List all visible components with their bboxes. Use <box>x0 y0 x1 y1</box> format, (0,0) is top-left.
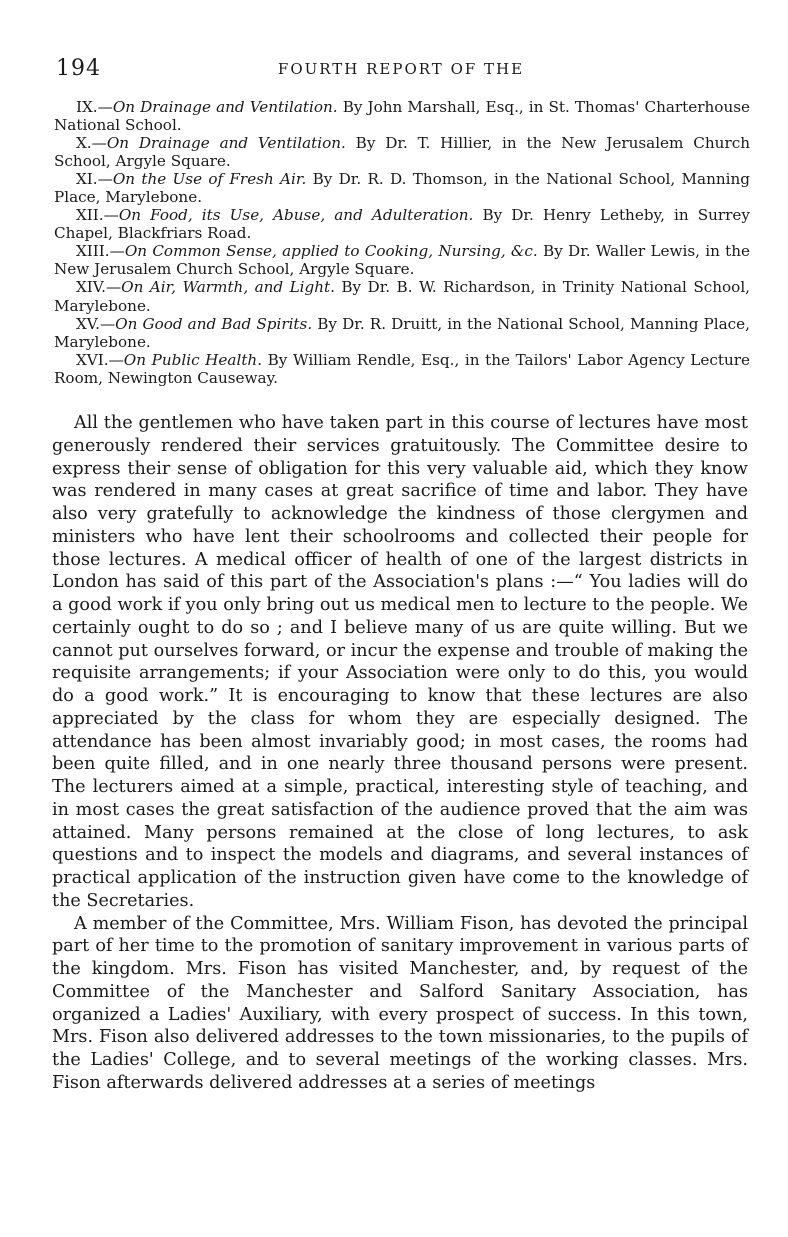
lecture-numeral: IX.— <box>76 98 113 116</box>
lecture-numeral: XIII.— <box>76 242 125 261</box>
lecture-list <box>54 98 750 387</box>
lecture-entry <box>54 206 750 242</box>
lecture-entry <box>54 278 750 314</box>
lecture-title: On Good and Bad Spirits. <box>115 314 313 333</box>
lecture-numeral: XII.— <box>76 206 119 225</box>
lecture-title: On Common Sense, applied to Cooking, Nursing, &c. <box>124 242 538 261</box>
lecture-entry <box>54 351 750 387</box>
paragraph: A member of the Committee, Mrs. William Fison, has devoted the principal part of her time to the promotion of sanitary improvement in various parts of the kingdom. Mrs. Fison has visited Manchester, and, by request of the Committee of the Manchester and Salford Sanitary Association, has organized a Ladies' Auxiliary, with every prospect of success. In this town, Mrs. Fison also delivered addresses to the town missionaries, to the pupils of the Ladies' College, and to several meetings of the working classes. Mrs. Fison afterwards delivered addresses at a series of meetings <box>52 913 748 1093</box>
lecture-entry <box>54 134 750 170</box>
lecture-detail: By Dr. Henry Letheby, in Surrey Chapel, Blackfriars Road. <box>54 206 750 243</box>
lecture-title: On Drainage and Ventilation. <box>106 134 346 153</box>
lecture-title: On Food, its Use, Abuse, and Adulteration. <box>118 206 474 225</box>
lecture-detail: By Dr. Waller Lewis, in the New Jerusalem Church School, Argyle Square. <box>54 242 751 279</box>
lecture-numeral: XIV.— <box>76 278 122 297</box>
paragraph: All the gentlemen who have taken part in this course of lectures have most generously rendered their services gratuitously. The Committee desire to express their sense of obligation for this very valuable aid, which they know was rendered in many cases at great sacrifice of time and labor. They have also very gratefully to acknowledge the kindness of those clergymen and ministers who have lent their schoolrooms and collected their people for those lectures. A medical officer of health of one of the largest districts in London has said of this part of the Association's plans :—“ You ladies will do a good work if you only bring out us medical men to lecture to the people. We certainly ought to do so ; and I believe many of us are quite willing. But we cannot put ourselves forward, or incur the expense and trouble of making the requisite arrangements; if your Association were only to do this, you would do a good work.” It is encouraging to know that these lectures are also appreciated by the class for whom they are especially designed. The attendance has been almost invariably good; in most cases, the rooms had been quite filled, and in one nearly three thousand persons were present. The lecturers aimed at a simple, practical, interesting style of teaching, and in most cases the great satisfaction of the audience proved that the aim was attained. Many persons remained at the close of long lectures, to ask questions and to inspect the models and diagrams, and several instances of practical application of the instruction given have come to the knowledge of the Secretaries. <box>52 413 748 911</box>
page-header <box>56 56 746 82</box>
lecture-detail: By Dr. R. Druitt, in the National School, Manning Place, Marylebone. <box>54 314 751 351</box>
lecture-detail: By Dr. T. Hillier, in the New Jerusalem Church School, Argyle Square. <box>54 134 750 171</box>
lecture-entry <box>54 170 750 206</box>
page-number: 194 <box>56 56 101 81</box>
lecture-detail: By William Rendle, Esq., in the Tailors' Labor Agency Lecture Room, Newington Causeway. <box>54 350 751 387</box>
lecture-title: On Public Health. <box>123 350 263 369</box>
lecture-numeral: XV.— <box>76 314 116 333</box>
lecture-title: On Drainage and Ventilation. <box>112 98 338 116</box>
body-text <box>52 412 748 1095</box>
running-head: FOURTH REPORT OF THE <box>277 60 525 78</box>
lecture-numeral: XI.— <box>76 170 113 189</box>
lecture-detail: By Dr. B. W. Richardson, in Trinity National School, Marylebone. <box>54 278 750 315</box>
lecture-entry <box>54 242 750 278</box>
lecture-detail: By John Marshall, Esq., in St. Thomas' Charterhouse National School. <box>54 98 751 135</box>
lecture-entry <box>54 315 750 351</box>
lecture-entry <box>54 98 750 134</box>
lecture-numeral: XVI.— <box>76 350 124 369</box>
lecture-numeral: X.— <box>76 134 107 153</box>
lecture-detail: By Dr. R. D. Thomson, in the National School, Manning Place, Marylebone. <box>54 170 751 207</box>
lecture-title: On the Use of Fresh Air. <box>112 170 307 189</box>
lecture-title: On Air, Warmth, and Light. <box>121 278 335 297</box>
